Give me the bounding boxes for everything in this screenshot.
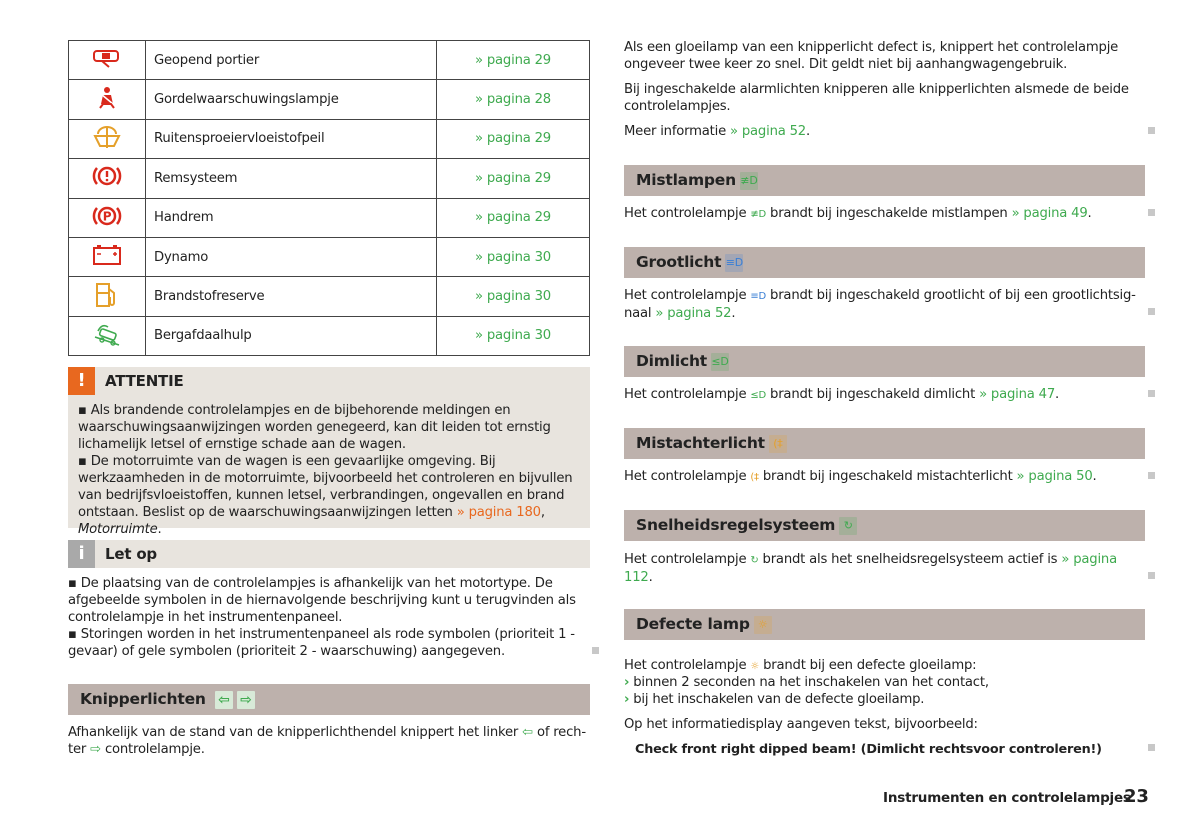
section-header (624, 609, 1145, 640)
warning-lights-table (68, 40, 590, 356)
section-header (68, 684, 590, 715)
cruise-control-icon: ↻ (839, 517, 857, 535)
page-link[interactable]: » pagina 29 (437, 41, 590, 80)
section-paragraph (624, 287, 1139, 322)
text: brandt bij een defecte gloeilamp: (759, 658, 977, 673)
section-title: Mistachterlicht (636, 434, 765, 452)
display-example: Check front right dipped beam! (Dimlicht rechtsvoor controleren!) (635, 742, 1102, 757)
section-paragraph (624, 551, 1139, 586)
page-link[interactable]: » pagina 52 (655, 306, 732, 321)
text: brandt bij ingeschakeld dimlicht (766, 387, 980, 402)
svg-text:P: P (102, 209, 112, 224)
list-item: › binnen 2 seconden na het inschakelen van het contact, (624, 675, 989, 690)
text: . (731, 306, 736, 321)
text: Het controlelampje (624, 288, 751, 303)
text: brandt als het snelheidsregelsysteem actief is (758, 552, 1062, 567)
text: binnen 2 seconden na het inschakelen van het contact, (633, 675, 989, 690)
section-title: Mistlampen (636, 171, 736, 189)
letop-body (68, 568, 590, 660)
text: Afhankelijk van de stand van de knipperlichthendel knippert het linker (68, 725, 523, 740)
attentie-title: ATTENTIE (105, 372, 184, 390)
letop-header (68, 540, 590, 568)
cruise-control-icon: ↻ (750, 555, 759, 566)
page-link[interactable]: » pagina 180 (456, 505, 541, 520)
table-label: Dynamo (146, 237, 437, 276)
end-marker (592, 647, 599, 654)
end-marker (1148, 390, 1155, 397)
text: Het controlelampje (624, 469, 751, 484)
turn-right-icon: ⇨ (237, 691, 255, 709)
bulb-defect-icon: ☼ (750, 661, 760, 672)
attentie-body (68, 395, 590, 538)
warning-icon: ! (68, 367, 95, 395)
text: bij het inschakelen van de defecte gloeilamp. (633, 692, 925, 707)
rear-fog-light-icon: (‡ (769, 435, 787, 453)
end-marker (1148, 308, 1155, 315)
high-beam-icon: ≡D (725, 254, 743, 272)
page-link[interactable]: » pagina 29 (437, 159, 590, 198)
list-item: › bij het inschakelen van de defecte gloeilamp. (624, 692, 925, 707)
washer-fluid-icon (69, 119, 146, 158)
table-row (69, 198, 590, 237)
page-number: 23 (1124, 786, 1149, 807)
page-link[interactable]: » pagina 29 (437, 198, 590, 237)
page-link[interactable]: » pagina 112 (624, 552, 1117, 585)
page-link[interactable]: » pagina 30 (437, 277, 590, 316)
letop-paragraph: ▪ De plaatsing van de controlelampjes is afhankelijk van het motortype. De afgebeelde symbolen in de hiernavolgende beschrijving kunt u terugvinden als controlelampje in het instrumentenpaneel. (68, 576, 576, 625)
turn-left-icon: ⇦ (522, 725, 533, 740)
low-beam-icon: ≤D (711, 353, 729, 371)
text: , (540, 505, 545, 520)
text: brandt bij ingeschakeld grootlicht of bij een grootlichtsignaal (624, 288, 1136, 321)
door-open-icon (69, 41, 146, 80)
text: brandt bij ingeschakeld mistachterlicht (758, 469, 1017, 484)
text: . (1087, 206, 1092, 221)
end-marker (1148, 744, 1155, 751)
rear-fog-light-icon: (‡ (750, 472, 759, 483)
knipper-paragraph (68, 724, 590, 758)
letop-box (68, 540, 590, 660)
attentie-paragraph (78, 453, 580, 538)
page-link[interactable]: » pagina 52 (730, 124, 806, 139)
fog-light-icon: ≢D (750, 209, 767, 220)
section-header (624, 428, 1145, 459)
brake-system-icon (69, 159, 146, 198)
page-link[interactable]: » pagina 30 (437, 316, 590, 355)
section-title: Defecte lamp (636, 615, 750, 633)
table-label: Ruitensproeiervloeistofpeil (146, 119, 437, 158)
page-link[interactable]: » pagina 30 (437, 237, 590, 276)
section-title: Snelheidsregelsysteem (636, 516, 836, 534)
text: brandt bij ingeschakelde mistlampen (766, 206, 1012, 221)
attentie-paragraph: ▪ Als brandende controlelampjes en de bijbehorende meldingen en waarschuwingsaanwijzingen worden genegeerd, kan dit leiden tot ernstig lichamelijk letsel of ernstige schade aan de wagen. (78, 403, 551, 452)
table-label: Remsysteem (146, 159, 437, 198)
text: . (805, 124, 810, 139)
turn-right-icon: ⇨ (90, 742, 101, 757)
text: Het controlelampje (624, 387, 751, 402)
text: ▪ De motorruimte van de wagen is een gevaarlijke omgeving. Bij werkzaamheden in de motorruimte, bijvoorbeeld het controleren en bijvullen van bedrijfsvloeistoffen, kunnen letsel, verbrandingen, ongevallen en brand ontstaan. Beslist op de waarschuwingsaanwijzingen letten (78, 454, 573, 520)
table-label: Gordelwaarschuwingslampje (146, 80, 437, 119)
text: of rechter (68, 725, 587, 757)
table-row (69, 277, 590, 316)
battery-icon (69, 237, 146, 276)
fuel-icon (69, 277, 146, 316)
section-title: Grootlicht (636, 253, 722, 271)
low-beam-icon: ≤D (750, 390, 767, 401)
section-header (624, 510, 1145, 541)
display-intro: Op het informatiedisplay aangeven tekst, bijvoorbeeld: (624, 717, 978, 732)
seatbelt-icon (69, 80, 146, 119)
page-link[interactable]: » pagina 29 (437, 119, 590, 158)
text: controlelampje. (100, 742, 205, 757)
footer-chapter: Instrumenten en controlelampjes (883, 790, 1131, 806)
attentie-header (68, 367, 590, 395)
text: Het controlelampje (624, 206, 751, 221)
fog-light-icon: ≢D (740, 172, 758, 190)
table-label: Brandstofreserve (146, 277, 437, 316)
section-paragraph (624, 657, 1139, 675)
attentie-box (68, 367, 590, 537)
end-marker (1148, 127, 1155, 134)
hill-descent-icon (69, 316, 146, 355)
table-row (69, 159, 590, 198)
letop-title: Let op (105, 545, 157, 563)
info-icon: i (68, 540, 95, 568)
section-paragraph (624, 205, 1139, 223)
high-beam-icon: ≡D (750, 291, 767, 302)
bulb-defect-icon: ☼ (754, 616, 772, 634)
text: . (1092, 469, 1097, 484)
text: Het controlelampje (624, 552, 751, 567)
defect-list (624, 674, 989, 708)
turn-left-icon: ⇦ (215, 691, 233, 709)
right-paragraph: Als een gloeilamp van een knipperlicht defect is, knippert het controlelampje ongeveer twee keer zo snel. Dit geldt niet bij aanhangwagengebruik. (624, 40, 1119, 72)
page-link[interactable]: » pagina 28 (437, 80, 590, 119)
section-header (624, 165, 1145, 196)
table-row (69, 316, 590, 355)
section-title: Knipperlichten (80, 690, 206, 708)
right-paragraph: Bij ingeschakelde alarmlichten knipperen alle knipperlichten alsmede de beide controlelampjes. (624, 82, 1129, 114)
parking-brake-icon (69, 198, 146, 237)
table-row (69, 41, 590, 80)
table-row (69, 119, 590, 158)
text: . (648, 570, 653, 585)
letop-paragraph: ▪ Storingen worden in het instrumentenpaneel als rode symbolen (prioriteit 1 - gevaar) of gele symbolen (prioriteit 2 - waarschuwing) aangegeven. (68, 627, 575, 659)
table-label: Bergafdaalhulp (146, 316, 437, 355)
table-row (69, 80, 590, 119)
section-header (624, 346, 1145, 377)
table-row (69, 237, 590, 276)
end-marker (1148, 572, 1155, 579)
end-marker (1148, 209, 1155, 216)
text: . (1055, 387, 1060, 402)
end-marker (1148, 472, 1155, 479)
right-paragraph (624, 123, 1139, 140)
text: Het controlelampje (624, 658, 751, 673)
text: Meer informatie (624, 124, 731, 139)
page-link[interactable]: » pagina 47 (979, 387, 1056, 402)
text: Motorruimte (78, 522, 158, 537)
section-paragraph (624, 386, 1139, 404)
section-title: Dimlicht (636, 352, 707, 370)
text: . (157, 522, 162, 537)
table-label: Handrem (146, 198, 437, 237)
section-paragraph (624, 468, 1139, 486)
table-label: Geopend portier (146, 41, 437, 80)
page-link[interactable]: » pagina 49 (1011, 206, 1088, 221)
page-link[interactable]: » pagina 50 (1016, 469, 1093, 484)
section-header (624, 247, 1145, 278)
